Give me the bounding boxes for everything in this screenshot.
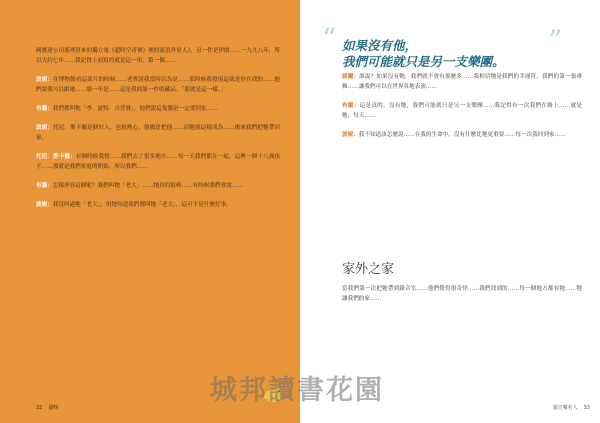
speaker-label: 波妮： — [36, 77, 54, 83]
speaker-label: 有貓： — [36, 183, 53, 189]
paragraph-text: 國寶達公司那裡買來的獨立電《超時空奇俠》裡的流浪外星人》，另一件是伊朗……一九九八年，所以大約七年……我記得上面寫的就是這一串。第一個…… — [36, 48, 280, 64]
pull-quote-line: 我們可能就只是另一支樂團。 — [342, 54, 505, 69]
paragraph-text: 怎樣形容這個呢？我們叫牠「老大」……牠真的很棒……有時候我們會說…… — [52, 183, 243, 189]
left-page-text — [36, 46, 280, 219]
paragraph-text: 有個時候我想……我們去了很多地方……每一天我們都在一起，這裡一個十八歲孩子……那就是我們家庭的開始，所以我們…… — [36, 154, 280, 170]
paragraph — [36, 152, 280, 172]
paragraph-text: 托尼．麥卡羅是個好人，也很熱心，他願意把他……而牠就這樣成為……後來我們把牠帶回家。 — [36, 125, 280, 141]
paragraph-text: 我沒叫過牠「老大」，但牠知道我們都叫牠「老大」，這可不是什麼好事。 — [52, 202, 232, 208]
speaker-label: 托尼．麥卡羅： — [36, 154, 76, 160]
paragraph — [342, 130, 582, 140]
speaker-label: 有貓： — [36, 106, 53, 112]
pull-quote-line: 如果沒有他， — [342, 38, 418, 53]
paragraph-text: 在博物館看這部片的時候……老實說我當時以為是……那時候我發現這就是你在找的……他們說我可以跟她……那一年是……這是我的第一件收藏品。「那就是這一樣。」 — [36, 77, 280, 93]
paragraph — [36, 104, 280, 114]
watermark: 城邦讀書花園 — [210, 375, 384, 406]
svg-text:“: “ — [322, 22, 337, 54]
paragraph-text: 誰說？如果沒有牠，我們就不會有那麼多……我相信牠是我們的幸運符，我們的第一張專輯……讓我們可以在世界各地表演…… — [342, 74, 582, 90]
paragraph-text: 這是真的。沒有牠，我們可能就只是另一支樂團……我記得有一次我們在路上……就是牠，每天…… — [342, 103, 582, 119]
page-number: 32 — [36, 405, 43, 411]
paragraph — [36, 181, 280, 191]
right-page-footer — [500, 404, 590, 411]
paragraph — [36, 75, 280, 95]
speaker-label: 諾爾： — [342, 74, 360, 80]
section-heading: 家外之家 — [342, 262, 395, 277]
pull-quote — [342, 38, 582, 70]
speaker-label: 波妮： — [342, 132, 359, 138]
paragraph — [342, 72, 582, 92]
paragraph-text: 當我們第一次把牠帶到錄音室……他們覺得很奇怪……我們找到的……每一個地方都有牠……牠讓我們的家…… — [342, 286, 582, 302]
paragraph — [36, 123, 280, 143]
speaker-label: 有貓： — [342, 103, 360, 109]
paragraph — [342, 101, 582, 121]
svg-text:”: ” — [548, 24, 563, 54]
right-page-text — [342, 72, 582, 149]
paragraph — [36, 46, 280, 66]
page-running-title: 貓咪 — [48, 405, 59, 411]
section-body — [342, 284, 582, 304]
paragraph-text: 我們都叫牠「李．波特．吉普賽」，他們說這隻貓是一定要回家…… — [52, 106, 218, 112]
speaker-label: 波妮： — [36, 202, 53, 208]
page-running-title: 貓音樂名人 — [552, 405, 578, 411]
paragraph-text: 我不知道該怎麼說……在我的生命中，沒有什麼比牠更重要……每一次我回到家…… — [358, 132, 566, 138]
speaker-label: 波妮： — [36, 125, 54, 131]
page-number: 33 — [583, 405, 590, 411]
paragraph — [36, 200, 280, 210]
